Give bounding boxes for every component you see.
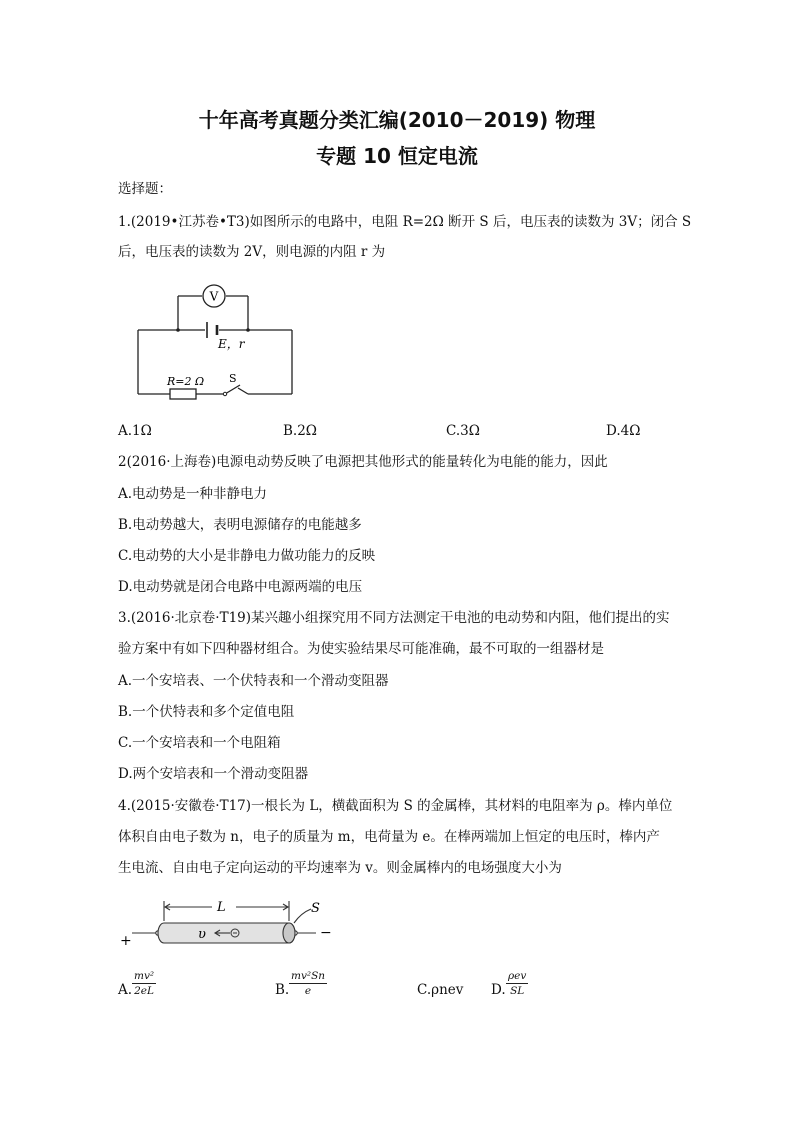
q4-option-b-fraction <box>289 970 327 997</box>
resistor-symbol <box>170 389 196 399</box>
q4-option-d-denominator: SL <box>510 985 525 997</box>
q4-stem-line3: 生电流、自由电子定向运动的平均速率为 v。则金属棒内的电场强度大小为 <box>118 860 562 876</box>
q1-option-d: D.4Ω <box>606 423 641 439</box>
q1-option-a: A.1Ω <box>118 423 152 439</box>
q2-option-c: C.电动势的大小是非静电力做功能力的反映 <box>118 548 376 564</box>
q2-option-b: B.电动势越大，表明电源储存的电能越多 <box>118 517 362 533</box>
q4-option-a-label: A. <box>118 982 133 998</box>
q4-option-a-denominator: 2eL <box>134 985 154 997</box>
q1-stem-line2: 后，电压表的读数为 2V，则电源的内阻 r 为 <box>118 244 386 260</box>
q2-option-a: A.电动势是一种非静电力 <box>118 486 268 502</box>
rod-end-face <box>283 923 295 943</box>
q2-stem: 2(2016·上海卷)电源电动势反映了电源把其他形式的能量转化为电能的能力，因此 <box>118 454 608 470</box>
length-label: L <box>217 900 226 915</box>
velocity-label: υ <box>198 927 206 942</box>
q4-option-c: C.ρnev <box>417 982 464 998</box>
q1-option-b: B.2Ω <box>283 423 317 439</box>
voltmeter-label: V <box>209 289 219 304</box>
q3-stem-line1: 3.(2016·北京卷·T19)某兴趣小组探究用不同方法测定干电池的电动势和内阻，他们提出的实 <box>118 610 670 626</box>
q4-metal-rod-diagram <box>118 893 338 953</box>
q1-circuit-diagram <box>130 282 302 400</box>
switch-label: S <box>229 372 237 385</box>
q4-option-d-label: D. <box>491 982 506 998</box>
resistor-label: R=2 Ω <box>167 375 205 388</box>
q4-stem-line1: 4.(2015·安徽卷·T17)一根长为 L，横截面积为 S 的金属棒，其材料的电阻率为 ρ。棒内单位 <box>118 798 673 814</box>
source-label: E，r <box>218 337 245 351</box>
page-title: 十年高考真题分类汇编(2010－2019) 物理 <box>198 108 596 132</box>
q2-option-d: D.电动势就是闭合电路中电源两端的电压 <box>118 579 363 595</box>
q4-option-d-fraction <box>506 970 528 997</box>
q4-stem-line2: 体积自由电子数为 n，电子的质量为 m，电荷量为 e。在棒两端加上恒定的电压时，棒内产 <box>118 829 660 845</box>
q1-stem-line1: 1.(2019•江苏卷•T3)如图所示的电路中，电阻 R=2Ω 断开 S 后，电压表的读数为 3V；闭合 S <box>118 214 692 230</box>
minus-terminal-label: − <box>320 925 332 941</box>
plus-terminal-label: + <box>120 933 132 949</box>
q4-option-b-numerator: mv²Sn <box>291 970 326 982</box>
q4-option-a-fraction <box>132 970 156 997</box>
q3-option-d: D.两个安培表和一个滑动变阻器 <box>118 766 309 782</box>
area-label: S <box>311 901 320 916</box>
q3-option-a: A.一个安培表、一个伏特表和一个滑动变阻器 <box>118 673 389 689</box>
q1-option-c: C.3Ω <box>446 423 480 439</box>
section-label: 选择题： <box>118 181 172 197</box>
q4-option-b-label: B. <box>275 982 290 998</box>
q4-option-a-numerator: mv² <box>134 970 155 982</box>
q4-option-d-numerator: ρev <box>508 970 527 982</box>
q3-option-b: B.一个伏特表和多个定值电阻 <box>118 704 295 720</box>
page-subtitle: 专题 10 恒定电流 <box>316 144 478 168</box>
q4-option-b-denominator: e <box>304 985 312 997</box>
q3-option-c: C.一个安培表和一个电阻箱 <box>118 735 281 751</box>
q3-stem-line2: 验方案中有如下四种器材组合。为使实验结果尽可能准确，最不可取的一组器材是 <box>118 641 604 657</box>
